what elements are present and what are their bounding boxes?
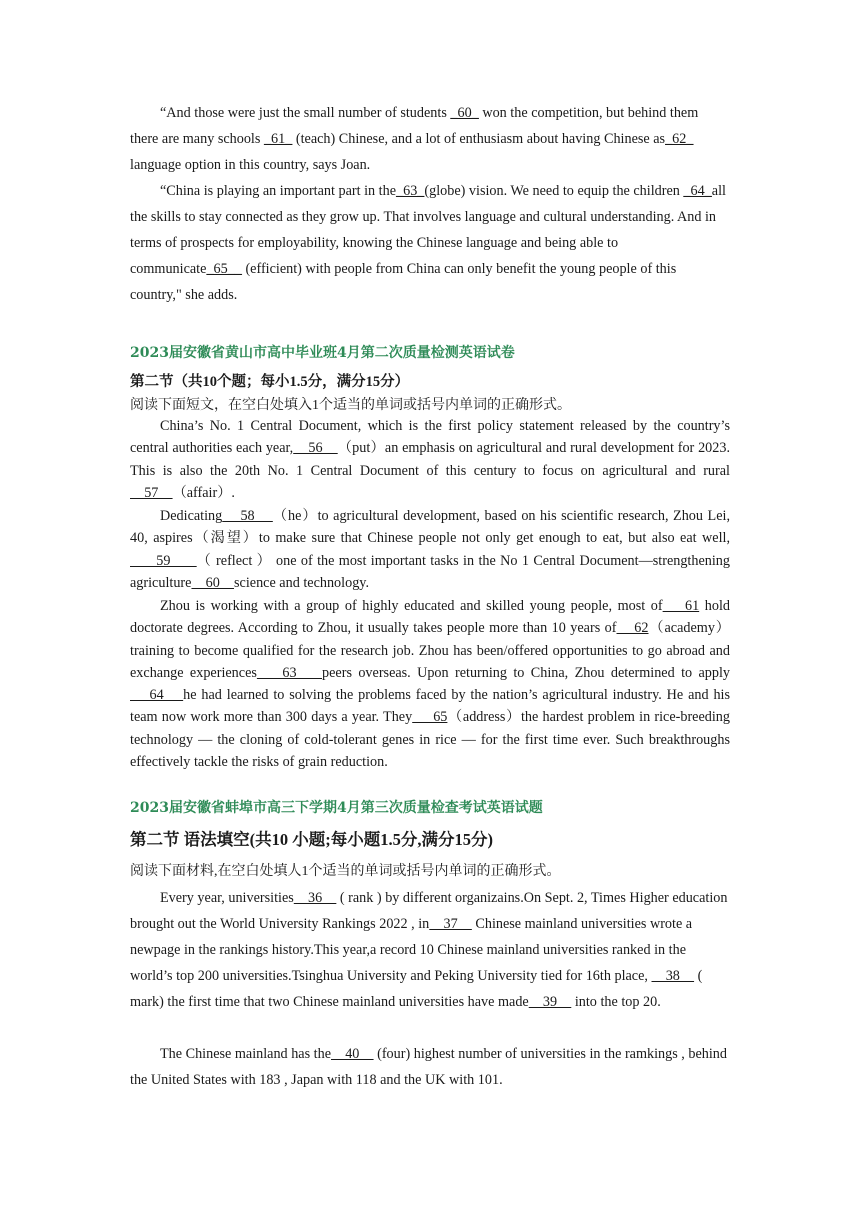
text-run: he had learned to solving the problems faced by the nation’s agricultural industry. He and his team now work more than 300 days a year. They <box>130 687 730 726</box>
blank-37: 37 <box>429 916 472 932</box>
paragraph-5 <box>130 595 730 773</box>
paragraph-2 <box>130 178 730 308</box>
blank-65b: 65 <box>412 709 448 726</box>
blank-62b: 62 <box>616 620 649 637</box>
text: (globe) vision. We need to equip the children <box>424 183 684 199</box>
blank-59: 59 <box>130 552 197 569</box>
section-title-huangshan: 2023届安徽省黄山市高中毕业班4月第二次质量检测英语试卷 <box>130 345 515 361</box>
text: “China is playing an important part in the <box>160 183 397 199</box>
text-run: （he）to agricultural development, based on his scientific research, Zhou Lei, 40, aspires（渴望）to make sure that Chinese people not only get enough to eat, but also eat well, <box>130 508 730 547</box>
paragraph-7 <box>130 1041 730 1093</box>
paragraph-3 <box>130 415 730 504</box>
paragraph-1 <box>130 100 730 178</box>
text-run: Zhou is working with a group of highly educated and skilled young people, most of <box>160 598 663 614</box>
text-run: China’s No. 1 Central Document, which is the first policy statement released by the country’s central authorities each year, <box>130 418 730 457</box>
text-run: science and technology. <box>234 574 370 591</box>
text-run: (four) highest number of universities in the ramkings , behind the United States with 183 , Japan with 118 and the UK with 101. <box>130 1046 727 1088</box>
text-run: hold doctorate degrees. According to Zhou, it usually takes people more than 10 years of <box>130 598 730 637</box>
blank-64b: 64 <box>130 687 184 704</box>
text-run: into the top 20. <box>571 994 661 1010</box>
blank-65: _65__ <box>206 261 242 277</box>
text-run: Every year, universities <box>160 890 294 906</box>
text: won the competition, but behind them there are many schools <box>130 105 699 147</box>
text-run: Chinese mainland universities wrote a newpage in the rankings history.This year,a record 10 Chinese mainland universities ranked in the world’s top 200 universities.Tsinghua University and Peking University tied for 16th place, <box>130 916 693 984</box>
text-run: The Chinese mainland has the <box>160 1046 331 1062</box>
blank-58: 58 <box>222 508 273 524</box>
paragraph-4 <box>130 505 730 594</box>
text-run: Dedicating <box>160 508 223 524</box>
blank-61: _61_ <box>263 131 293 147</box>
text-run: ( rank ) by different organizains.On Sept. 2, Times Higher education brought out the World University Rankings 2022 , in <box>130 890 728 932</box>
blank-63b: 63 <box>256 664 323 681</box>
instruction-2: 阅读下面材料,在空白处填人1个适当的单词或括号内单词的正确形式。 <box>130 864 561 879</box>
text: (teach) Chinese, and a lot of enthusiasm about having Chinese as <box>292 131 666 147</box>
part-heading-2: 第二节 语法填空(共10 小题;每小题1.5分,满分15分) <box>130 830 493 849</box>
blank-61b: 61 <box>662 598 700 614</box>
text: language option in this country, says Joan. <box>130 157 371 173</box>
blank-57: 57 <box>130 484 173 501</box>
paragraph-6 <box>130 885 730 1015</box>
blank-63: _63_ <box>396 183 425 199</box>
instruction: 阅读下面短文，在空白处填入1个适当的单词或括号内单词的正确形式。 <box>130 398 571 413</box>
text-run: （academy）training to become qualified for the research job. Zhou has been/offered opportunities to go abroad and exchange experiences <box>130 620 730 681</box>
blank-60: _60_ <box>450 105 479 121</box>
blank-56: 56 <box>293 440 338 457</box>
text-run: （ reflect ） one of the most important tasks in the No 1 Central Document—strengthening agriculture <box>130 552 730 591</box>
text: all the skills to stay connected as they grow up. That involves language and cultural understanding. And in terms of prospects for employability, knowing the Chinese language and being able to communicate <box>130 183 726 277</box>
blank-60b: 60 <box>191 574 235 591</box>
blank-39: 39 <box>528 994 572 1010</box>
part-heading: 第二节（共10个题；每小1.5分，满分15分） <box>130 374 410 390</box>
blank-40: 40 <box>331 1046 374 1062</box>
text-run: ( mark) the first time that two Chinese mainland universities have made <box>130 968 703 1010</box>
text-run: （address）the hardest problem in rice-breeding technology — the cloning of cold-tolerant genes in rice — for the first time ever. Such breakthroughs effectively tackle the risks of grain reduction. <box>130 709 730 771</box>
blank-36: 36 <box>293 890 337 906</box>
blank-38: 38 <box>651 968 695 984</box>
text: “And those were just the small number of students <box>160 105 451 121</box>
text-run: （affair）. <box>172 484 235 501</box>
blank-62: _62_ <box>665 131 694 147</box>
blank-64: _64_ <box>683 183 712 199</box>
text: (efficient) with people from China can only benefit the young people of this country," she adds. <box>130 261 677 303</box>
text-run: peers overseas. Upon returning to China, Zhou determined to apply <box>322 664 730 681</box>
section-title-bengbu: 2023届安徽省蚌埠市高三下学期4月第三次质量检查考试英语试题 <box>130 800 543 816</box>
text-run: （put）an emphasis on agricultural and rural development for 2023. This is also the 20th No. 1 Central Document of this century to focus on agricultural and rural <box>130 440 730 479</box>
